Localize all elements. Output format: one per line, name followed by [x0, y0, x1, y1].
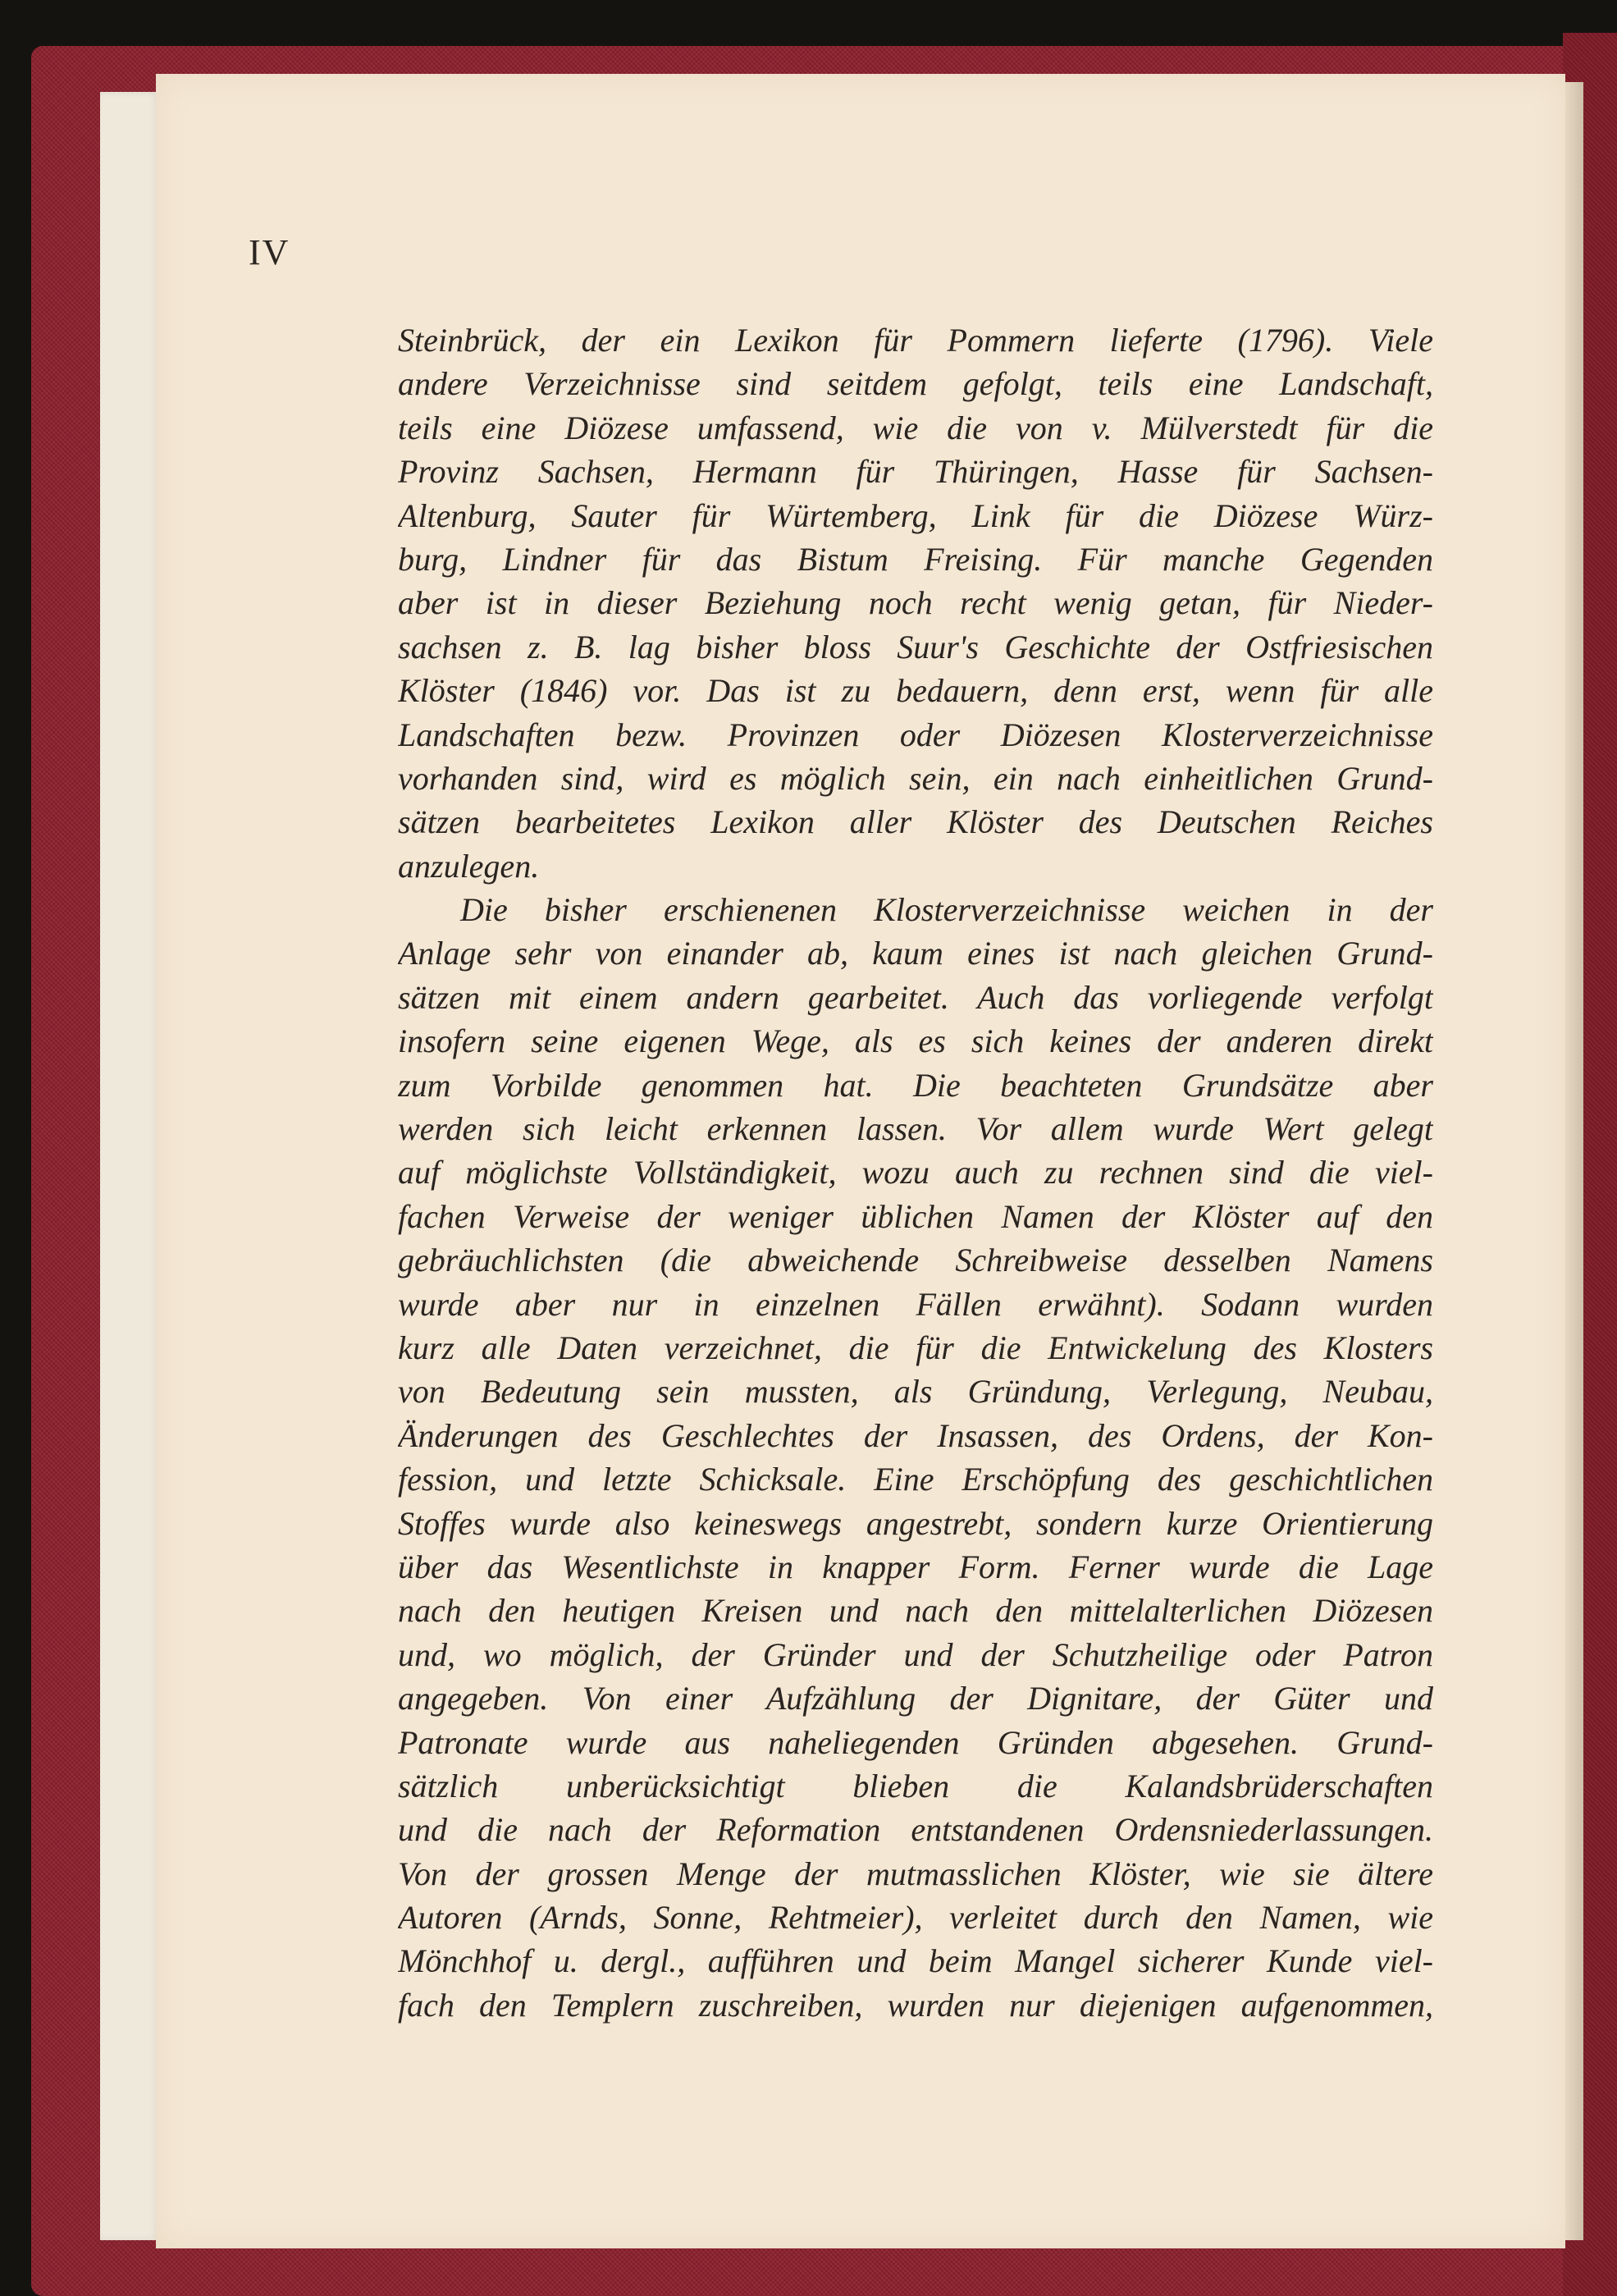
text-line: Stoffes wurde also keineswegs angestrebt, sondern kurze Orientierung	[398, 1504, 1433, 1542]
text-line: Steinbrück, der ein Lexikon für Pommern lieferte (1796). Viele	[398, 322, 1433, 359]
text-line: aber ist in dieser Beziehung noch recht wenig getan, für Nieder-	[398, 584, 1433, 622]
text-line: Änderungen des Geschlechtes der Insassen, des Ordens, der Kon-	[398, 1416, 1433, 1454]
text-line: über das Wesentlichste in knapper Form. Ferner wurde die Lage	[398, 1548, 1433, 1585]
text-line: werden sich leicht erkennen lassen. Vor allem wurde Wert gelegt	[398, 1110, 1433, 1148]
text-line: kurz alle Daten verzeichnet, die für die Entwickelung des Klosters	[398, 1329, 1433, 1366]
text-line: Provinz Sachsen, Hermann für Thüringen, Hasse für Sachsen-	[398, 453, 1433, 491]
text-line: fachen Verweise der weniger üblichen Namen der Klöster auf den	[398, 1197, 1433, 1235]
text-line: burg, Lindner für das Bistum Freising. Für manche Gegenden	[398, 540, 1433, 578]
text-line: angegeben. Von einer Aufzählung der Dignitare, der Güter und	[398, 1680, 1433, 1717]
text-line: sachsen z. B. lag bisher bloss Suur's Geschichte der Ostfriesischen	[398, 628, 1433, 665]
text-line: Patronate wurde aus naheliegenden Gründen abgesehen. Grund-	[398, 1723, 1433, 1761]
text-line: sätzlich unberücksichtigt blieben die Kalandsbrüderschaften	[398, 1767, 1433, 1804]
text-line: wurde aber nur in einzelnen Fällen erwähnt). Sodann wurden	[398, 1285, 1433, 1323]
text-line: Von der grossen Menge der mutmasslichen Klöster, wie sie ältere	[398, 1855, 1433, 1892]
page-stack-edge	[1565, 82, 1583, 2240]
text-line: und, wo möglich, der Gründer und der Schutzheilige oder Patron	[398, 1635, 1433, 1673]
text-line: fession, und letzte Schicksale. Eine Erschöpfung des geschichtlichen	[398, 1461, 1433, 1498]
text-line: zum Vorbilde genommen hat. Die beachteten Grundsätze aber	[398, 1066, 1433, 1104]
page-number: IV	[249, 232, 290, 272]
text-line: auf möglichste Vollständigkeit, wozu auch zu rechnen sind die viel-	[398, 1154, 1433, 1191]
text-line: nach den heutigen Kreisen und nach den mittelalterlichen Diözesen	[398, 1592, 1433, 1630]
text-line-paragraph-start: Die bisher erschienenen Klosterverzeichnisse weichen in der	[460, 891, 1433, 929]
text-line: vorhanden sind, wird es möglich sein, ein nach einheitlichen Grund-	[398, 759, 1433, 797]
text-line: Mönchhof u. dergl., aufführen und beim Mangel sicherer Kunde viel-	[398, 1942, 1433, 1980]
body-text	[398, 318, 1433, 2027]
text-line: sätzen bearbeitetes Lexikon aller Klöster des Deutschen Reiches	[398, 803, 1433, 841]
text-line: gebräuchlichsten (die abweichende Schreibweise desselben Namens	[398, 1242, 1433, 1279]
text-line: sätzen mit einem andern gearbeitet. Auch das vorliegende verfolgt	[398, 978, 1433, 1016]
text-line: Autoren (Arnds, Sonne, Rehtmeier), verleitet durch den Namen, wie	[398, 1899, 1433, 1937]
text-line: Altenburg, Sauter für Würtemberg, Link für die Diözese Würz-	[398, 496, 1433, 534]
text-line: von Bedeutung sein mussten, als Gründung, Verlegung, Neubau,	[398, 1373, 1433, 1411]
text-line: fach den Templern zuschreiben, wurden nur diejenigen aufgenommen,	[398, 1986, 1433, 2024]
flyleaf	[100, 92, 161, 2240]
text-line: insofern seine eigenen Wege, als es sich keines der anderen direkt	[398, 1022, 1433, 1060]
text-line: teils eine Diözese umfassend, wie die von v. Mülverstedt für die	[398, 409, 1433, 446]
text-line-paragraph-end: anzulegen.	[398, 847, 540, 885]
text-line: Landschaften bezw. Provinzen oder Diözesen Klosterverzeichnisse	[398, 716, 1433, 753]
text-line: Klöster (1846) vor. Das ist zu bedauern, denn erst, wenn für alle	[398, 672, 1433, 710]
text-line: Anlage sehr von einander ab, kaum eines ist nach gleichen Grund-	[398, 935, 1433, 972]
text-line: andere Verzeichnisse sind seitdem gefolgt, teils eine Landschaft,	[398, 365, 1433, 403]
text-line: und die nach der Reformation entstandenen Ordensniederlassungen.	[398, 1811, 1433, 1849]
